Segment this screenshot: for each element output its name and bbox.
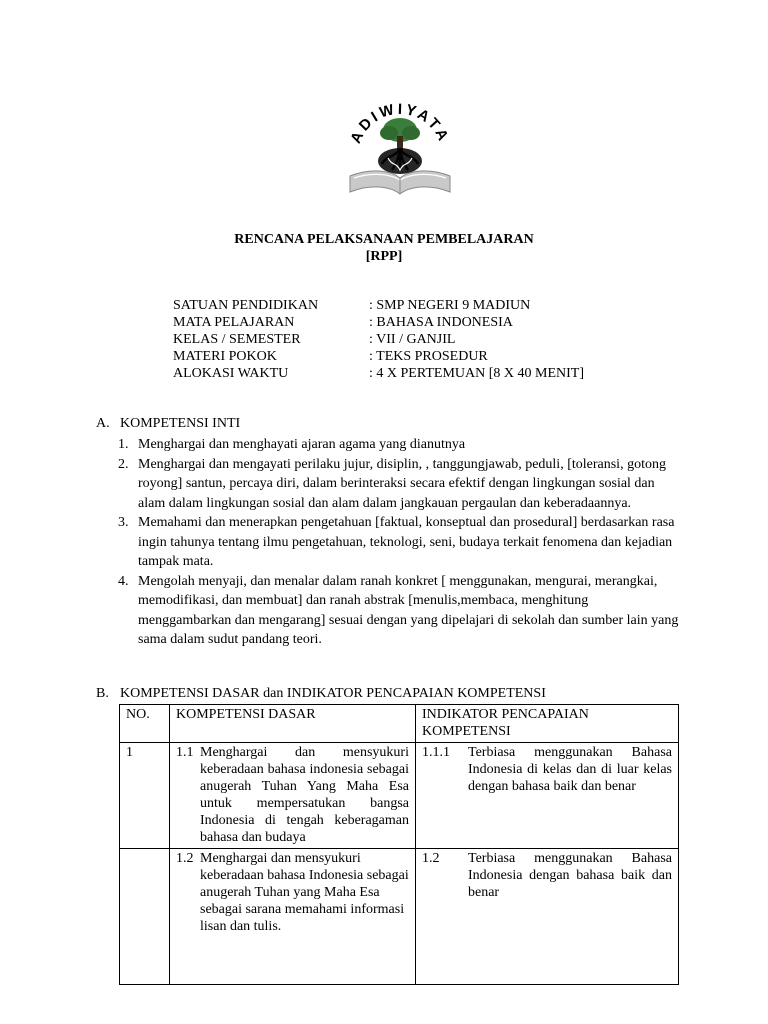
indikator-number: 1.1.1: [422, 745, 450, 760]
identity-value: : SMP NEGERI 9 MADIUN: [369, 298, 531, 313]
list-item-number: 3.: [118, 515, 129, 530]
list-item-number: 1.: [118, 437, 129, 452]
indikator-item: [422, 850, 672, 901]
kd-number: 1.1: [176, 745, 194, 760]
table-cell-kd: [170, 849, 416, 985]
list-item: [118, 435, 683, 455]
table-cell-indikator: [416, 849, 679, 985]
indikator-number: 1.2: [422, 851, 440, 866]
section-title: KOMPETENSI DASAR dan INDIKATOR PENCAPAIAN KOMPETENSI: [120, 686, 546, 701]
kd-item: [176, 850, 409, 935]
kd-text: Menghargai dan mensyukuri keberadaan bahasa Indonesia sebagai anugerah Tuhan yang Maha Esa sebagai sarana memahami informasi lisan dan tulis.: [200, 851, 409, 934]
tree-icon: [378, 118, 422, 174]
table-header-no: NO.: [120, 705, 170, 743]
list-item: [118, 513, 683, 572]
identity-row: [173, 314, 584, 331]
table-header-indikator: INDIKATOR PENCAPAIAN KOMPETENSI: [416, 705, 679, 743]
document-subtitle: [RPP]: [365, 249, 403, 264]
section-a-heading: [96, 415, 240, 433]
identity-label: SATUAN PENDIDIKAN: [173, 298, 319, 313]
list-item-text: Menghargai dan mengayati perilaku jujur, disiplin, , tanggungjawab, peduli, [toleransi, gotong royong] santun, percaya diri, dalam berinteraksi secara efektif dengan lingkungan sosial dan alam dalam lingkungan sosial dan alam dalam jangkauan pergaulan dan keberadaannya.: [138, 456, 666, 511]
table-header-kd: KOMPETENSI DASAR: [170, 705, 416, 743]
list-item: [118, 572, 683, 650]
list-item-text: Menghargai dan menghayati ajaran agama yang dianutnya: [138, 437, 466, 452]
identity-row: [173, 331, 584, 348]
identity-label: MATA PELAJARAN: [173, 315, 295, 330]
logo-text: ADIWIYATA: [347, 100, 453, 147]
table-cell-indikator: [416, 743, 679, 849]
table-cell-no: 1: [120, 743, 170, 849]
identity-value: : 4 X PERTEMUAN [8 X 40 MENIT]: [369, 366, 584, 381]
table-row: [120, 849, 679, 985]
list-item-text: Memahami dan menerapkan pengetahuan [faktual, konseptual dan prosedural] berdasarkan rasa ingin tahunya tentang ilmu pengetahuan, teknologi, seni, budaya terkait fenomena dan kejadian tampak mata.: [138, 515, 675, 569]
adiwiyata-logo: [340, 86, 460, 204]
kompetensi-inti-list: [118, 435, 683, 650]
section-title: KOMPETENSI INTI: [120, 416, 241, 431]
kd-item: [176, 744, 409, 846]
identity-row: [173, 365, 584, 382]
identity-block: [173, 297, 584, 382]
kompetensi-table: [119, 704, 679, 985]
kd-text: Menghargai dan mensyukuri keberadaan bahasa indonesia sebagai anugerah Tuhan Yang Maha Esa untuk mempersatukan bangsa Indonesia di tengah keberagaman bahasa dan budaya: [200, 745, 409, 845]
identity-value: : VII / GANJIL: [369, 332, 456, 347]
document-title: RENCANA PELAKSANAAN PEMBELAJARAN: [234, 232, 534, 247]
list-item: [118, 455, 683, 514]
table-header-row: [120, 705, 679, 743]
logo-image: [340, 86, 460, 204]
identity-label: ALOKASI WAKTU: [173, 366, 289, 381]
identity-label: KELAS / SEMESTER: [173, 332, 301, 347]
table-cell-no: [120, 849, 170, 985]
section-b-heading: [96, 685, 546, 703]
list-item-number: 2.: [118, 456, 129, 472]
table-row: [120, 743, 679, 849]
identity-row: [173, 297, 584, 314]
identity-row: [173, 348, 584, 365]
kd-number: 1.2: [176, 851, 194, 866]
identity-label: MATERI POKOK: [173, 349, 277, 364]
section-letter: A.: [96, 416, 110, 431]
book-icon: [350, 171, 450, 194]
indikator-text: Terbiasa menggunakan Bahasa Indonesia di kelas dan di luar kelas dengan bahasa baik dan benar: [468, 745, 672, 794]
indikator-item: [422, 744, 672, 795]
section-letter: B.: [96, 686, 109, 701]
table-cell-kd: [170, 743, 416, 849]
list-item-number: 4.: [118, 573, 129, 589]
indikator-text: Terbiasa menggunakan Bahasa Indonesia dengan bahasa baik dan benar: [468, 851, 672, 900]
list-item-text: Mengolah menyaji, dan menalar dalam ranah konkret [ menggunakan, mengurai, merangkai, memodifikasi, dan membuat] dan ranah abstrak [menulis,membaca, menghitung menggambarkan dan mengarang] sesuai dengan yang dipelajari di sekolah dan sumber lain yang sama dalam sudut pandang teori.: [138, 573, 679, 647]
identity-value: : TEKS PROSEDUR: [369, 349, 488, 364]
identity-value: : BAHASA INDONESIA: [369, 315, 513, 330]
